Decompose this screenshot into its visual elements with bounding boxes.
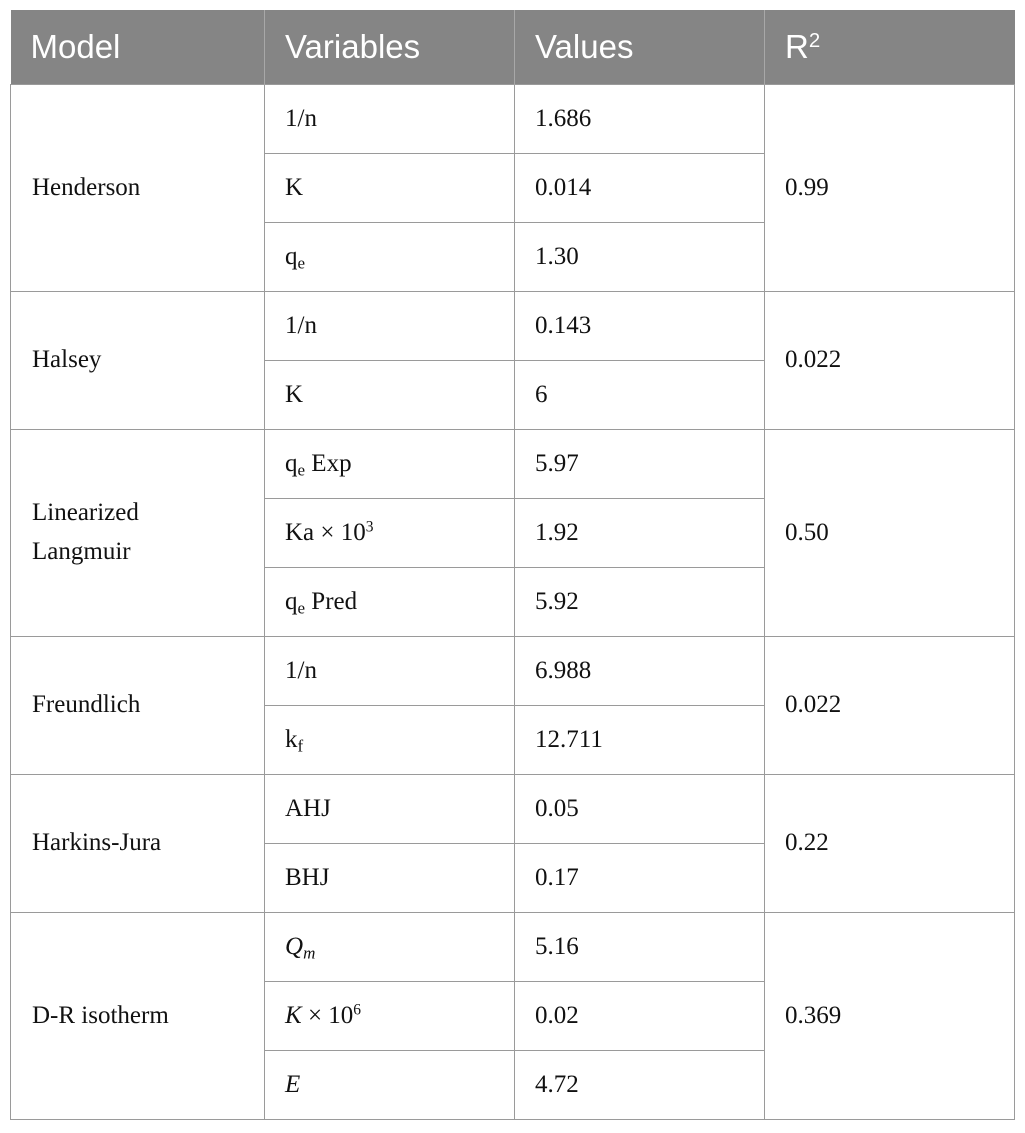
header-row xyxy=(11,10,1015,85)
variable-superscript: 6 xyxy=(353,1001,362,1019)
variable-cell: K xyxy=(265,361,515,430)
value-cell: 0.02 xyxy=(515,982,765,1051)
variable-cell xyxy=(265,430,515,499)
variable-superscript: 3 xyxy=(365,518,374,536)
r2-cell-henderson: 0.99 xyxy=(765,85,1015,292)
table-row xyxy=(11,637,1015,706)
value-cell: 0.17 xyxy=(515,844,765,913)
value-cell: 0.05 xyxy=(515,775,765,844)
variable-cell xyxy=(265,499,515,568)
value-cell: 5.16 xyxy=(515,913,765,982)
r2-cell-harkins-jura: 0.22 xyxy=(765,775,1015,913)
value-cell: 5.97 xyxy=(515,430,765,499)
variable-middle: × 10 xyxy=(301,1001,354,1029)
variable-base: K xyxy=(285,1001,302,1029)
table-row xyxy=(11,292,1015,361)
variable-subscript: e xyxy=(297,459,306,479)
variable-base: Q xyxy=(285,932,304,960)
variable-cell: 1/n xyxy=(265,85,515,154)
value-cell: 0.143 xyxy=(515,292,765,361)
value-cell: 12.711 xyxy=(515,706,765,775)
variable-cell: E xyxy=(265,1051,515,1120)
model-line-2: Langmuir xyxy=(32,538,131,565)
model-cell-henderson: Henderson xyxy=(11,85,265,292)
variable-base: q xyxy=(285,242,298,270)
variable-cell xyxy=(265,568,515,637)
variable-cell xyxy=(265,982,515,1051)
header-r2-sup: 2 xyxy=(808,28,821,52)
value-cell: 1.92 xyxy=(515,499,765,568)
variable-base: Ka × 10 xyxy=(285,518,366,546)
table-body xyxy=(11,85,1015,1120)
table-header xyxy=(11,10,1015,85)
model-line-1: Linearized xyxy=(32,499,139,527)
table-row xyxy=(11,430,1015,499)
table-row xyxy=(11,913,1015,982)
value-cell: 5.92 xyxy=(515,568,765,637)
variable-cell: AHJ xyxy=(265,775,515,844)
model-cell-freundlich: Freundlich xyxy=(11,637,265,775)
variable-cell xyxy=(265,223,515,292)
model-cell-harkins-jura: Harkins-Jura xyxy=(11,775,265,913)
header-model: Model xyxy=(11,10,265,85)
model-cell-halsey: Halsey xyxy=(11,292,265,430)
r2-cell-freundlich: 0.022 xyxy=(765,637,1015,775)
variable-cell: BHJ xyxy=(265,844,515,913)
variable-base: q xyxy=(285,449,298,477)
variable-base: q xyxy=(285,587,298,615)
table-row xyxy=(11,85,1015,154)
variable-cell xyxy=(265,706,515,775)
variable-cell: 1/n xyxy=(265,637,515,706)
variable-subscript: e xyxy=(297,252,306,272)
r2-cell-langmuir: 0.50 xyxy=(765,430,1015,637)
value-cell: 0.014 xyxy=(515,154,765,223)
variable-suffix: Exp xyxy=(305,449,352,477)
variable-base: k xyxy=(285,725,298,753)
header-r2-base: R xyxy=(785,28,809,65)
r2-cell-halsey: 0.022 xyxy=(765,292,1015,430)
variable-cell: 1/n xyxy=(265,292,515,361)
r2-cell-dr-isotherm: 0.369 xyxy=(765,913,1015,1120)
model-cell-langmuir xyxy=(11,430,265,637)
isotherm-parameters-table xyxy=(10,10,1015,1120)
value-cell: 4.72 xyxy=(515,1051,765,1120)
header-values: Values xyxy=(515,10,765,85)
variable-subscript: m xyxy=(303,942,316,962)
value-cell: 1.686 xyxy=(515,85,765,154)
header-variables: Variables xyxy=(265,10,515,85)
variable-subscript: e xyxy=(297,597,306,617)
value-cell: 6.988 xyxy=(515,637,765,706)
variable-subscript: f xyxy=(297,735,304,755)
model-cell-dr-isotherm: D-R isotherm xyxy=(11,913,265,1120)
variable-cell: K xyxy=(265,154,515,223)
value-cell: 6 xyxy=(515,361,765,430)
table-row xyxy=(11,775,1015,844)
variable-suffix: Pred xyxy=(305,587,358,615)
value-cell: 1.30 xyxy=(515,223,765,292)
header-r2 xyxy=(765,10,1015,85)
variable-cell xyxy=(265,913,515,982)
